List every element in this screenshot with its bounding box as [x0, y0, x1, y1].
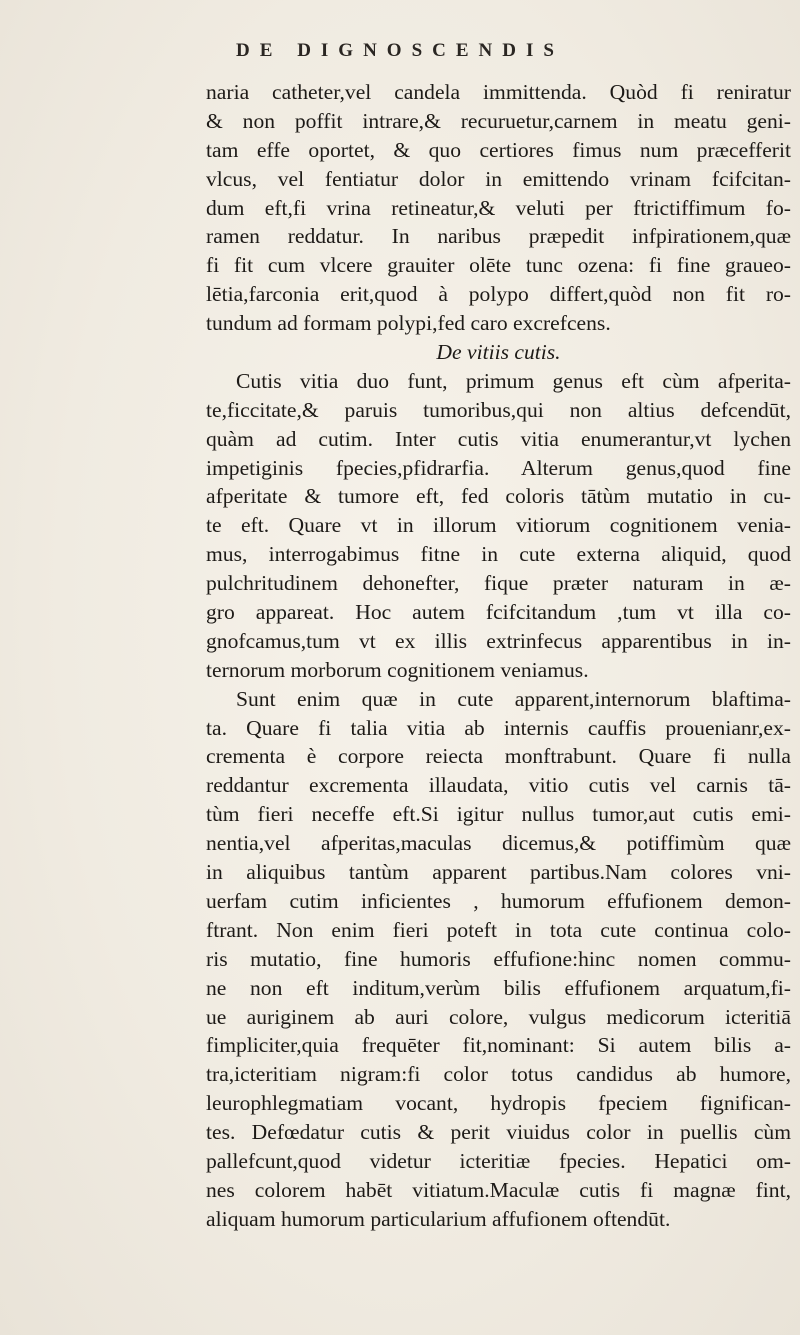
section-heading: De vitiis cutis.	[436, 340, 561, 365]
text-line: nentia,vel afperitas,maculas dicemus,& potiffimùm quæ	[206, 831, 791, 856]
text-line: ne non eft inditum,verùm bilis effufionem arquatum,fi-	[206, 975, 791, 1000]
text-line: pulchritudinem dehonefter, fique præter naturam in æ-	[206, 571, 791, 596]
text-line: tùm fieri neceffe eft.Si igitur nullus tumor,aut cutis emi-	[206, 802, 791, 827]
text-line: ternorum morborum cognitionem veniamus.	[206, 657, 589, 682]
text-line: dum eft,fi vrina retineatur,& veluti per ftrictiffimum fo-	[206, 195, 791, 220]
text-line: & non poffit intrare,& recuruetur,carnem in meatu geni-	[206, 108, 791, 133]
text-line: gnofcamus,tum vt ex illis extrinfecus apparentibus in in-	[206, 628, 791, 653]
text-line: pallefcunt,quod videtur icteritiæ fpecies. Hepatici om-	[206, 1148, 791, 1173]
text-line: tundum ad formam polypi,fed caro excrefcens.	[206, 311, 611, 336]
running-head: DE DIGNOSCENDIS	[236, 40, 564, 61]
text-line: aliquam humorum particularium affufionem oftendūt.	[206, 1206, 671, 1231]
text-line: reddantur excrementa illaudata, vitio cutis vel carnis tā-	[206, 773, 791, 798]
text-line: quàm ad cutim. Inter cutis vitia enumerantur,vt lychen	[206, 426, 791, 451]
text-line: naria catheter,vel candela immittenda. Quòd fi reniratur	[206, 80, 791, 104]
text-line: ris mutatio, fine humoris effufione:hinc nomen commu-	[206, 946, 791, 971]
text-line: mus, interrogabimus fitne in cute externa aliquid, quod	[206, 542, 791, 567]
text-line: ftrant. Non enim fieri poteft in tota cute continua colo-	[206, 917, 791, 942]
text-line: gro appareat. Hoc autem fcifcitandum ,tum vt illa co-	[206, 600, 791, 625]
text-line: tam effe oportet, & quo certiores fimus num præcefferit	[206, 137, 791, 162]
text-line: vlcus, vel fentiatur dolor in emittendo vrinam fcifcitan-	[206, 166, 791, 191]
text-line: crementa è corpore reiecta monftrabunt. Quare fi nulla	[206, 744, 791, 769]
text-line: tes. Defœdatur cutis & perit viuidus color in puellis cùm	[206, 1120, 791, 1145]
text-line: in aliquibus tantùm apparent partibus.Nam colores vni-	[206, 860, 791, 885]
text-line: fimpliciter,quia frequēter fit,nominant: Si autem bilis a-	[206, 1033, 791, 1058]
body-text	[206, 78, 791, 1234]
text-line: te eft. Quare vt in illorum vitiorum cognitionem venia-	[206, 513, 791, 538]
text-line: fi fit cum vlcere grauiter olēte tunc ozena: fi fine graueo-	[206, 253, 791, 278]
text-line: ramen reddatur. In naribus præpedit infpirationem,quæ	[206, 224, 791, 249]
text-line: uerfam cutim inficientes , humorum effufionem demon-	[206, 888, 791, 913]
text-line: nes colorem habēt vitiatum.Maculæ cutis fi magnæ fint,	[206, 1177, 791, 1202]
text-line: ue auriginem ab auri colore, vulgus medicorum icteritiā	[206, 1004, 791, 1029]
text-line: Sunt enim quæ in cute apparent,internorum blaftima-	[236, 686, 791, 711]
text-line: Cutis vitia duo funt, primum genus eft cùm afperita-	[236, 368, 791, 393]
text-line: ta. Quare fi talia vitia ab internis cauffis prouenianr,ex-	[206, 715, 791, 740]
text-line: tra,icteritiam nigram:fi color totus candidus ab humore,	[206, 1062, 791, 1087]
text-line: impetiginis fpecies,pfidrarfia. Alterum genus,quod fine	[206, 455, 791, 480]
text-line: lētia,farconia erit,quod à polypo differt,quòd non fit ro-	[206, 282, 791, 307]
text-line: afperitate & tumore eft, fed coloris tātùm mutatio in cu-	[206, 484, 791, 509]
text-line: leurophlegmatiam vocant, hydropis fpeciem fignifican-	[206, 1091, 791, 1116]
text-line: te,ficcitate,& paruis tumoribus,qui non altius defcendūt,	[206, 397, 791, 422]
